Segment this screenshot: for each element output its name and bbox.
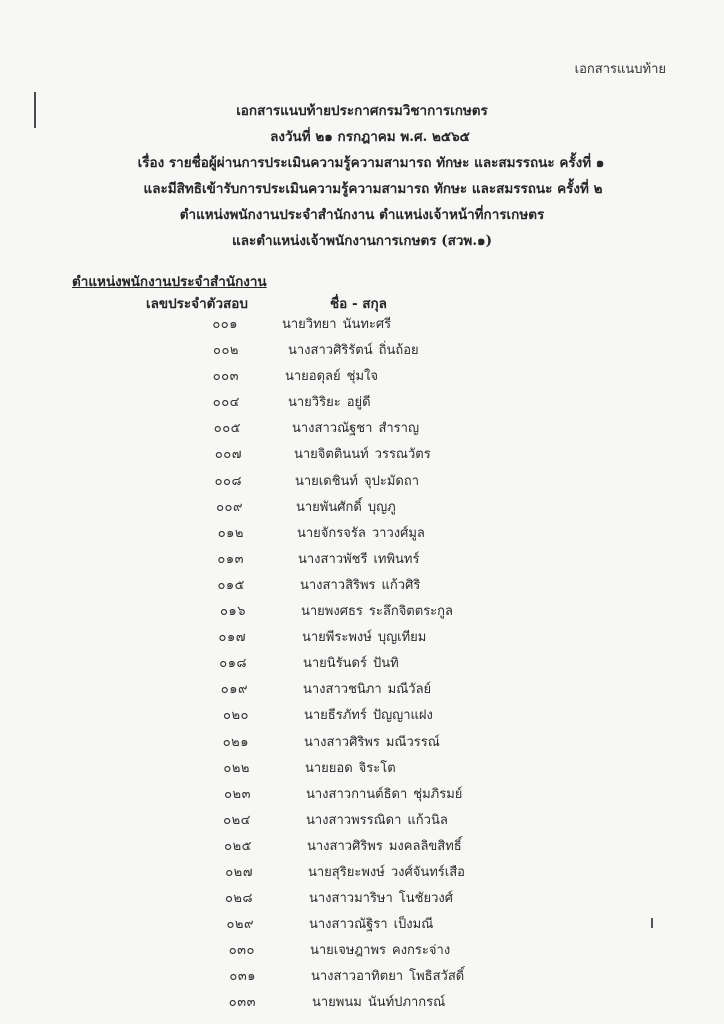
exam-id: ๐๐๓: [212, 369, 239, 385]
last-name: บุญภู: [367, 499, 396, 515]
table-row: [0, 392, 724, 418]
last-name: นันทะศรี: [342, 317, 392, 332]
exam-id: ๐๓๑: [229, 969, 256, 985]
table-row: [0, 444, 724, 470]
header-date: ลงวันที่ ๒๑ กรกฎาคม พ.ศ. ๒๕๖๕: [270, 129, 470, 145]
exam-id: ๐๒๗: [225, 864, 253, 880]
candidate-name: [296, 497, 396, 519]
first-name: นางสาวพรรณิดา: [306, 812, 402, 828]
table-row: [0, 523, 724, 549]
first-name: นายจักรจรัล: [297, 525, 366, 541]
last-name: แก้วศิริ: [381, 577, 421, 593]
last-name: เป็งมณี: [393, 917, 434, 933]
table-row: [0, 340, 724, 366]
table-row: [0, 314, 724, 340]
exam-id: ๐๐๑: [212, 317, 238, 332]
exam-id: ๐๒๑: [222, 734, 249, 750]
stray-pen-mark: [651, 918, 653, 928]
exam-id: ๐๑๙: [220, 682, 248, 698]
candidate-name: [308, 862, 465, 884]
first-name: นายนิรันดร์: [303, 656, 367, 672]
first-name: นายพงศธร: [301, 604, 363, 620]
first-name: นายยอด: [305, 760, 353, 776]
candidate-name: [303, 679, 431, 701]
attachment-label: เอกสารแนบท้าย: [574, 62, 666, 77]
candidate-name: [304, 732, 440, 754]
last-name: วาวงศ์มูล: [371, 525, 425, 541]
first-name: นายเจษฎาพร: [310, 943, 387, 959]
exam-id: ๐๐๒: [213, 343, 239, 359]
table-row: [0, 862, 724, 888]
table-row: [0, 732, 724, 758]
table-row: [0, 992, 724, 1018]
last-name: สำราญ: [378, 421, 420, 437]
candidate-name: [300, 575, 420, 597]
table-row: [0, 679, 724, 705]
candidate-name: [282, 314, 391, 336]
table-row: [0, 653, 724, 679]
last-name: โพธิสวัสดิ์: [409, 969, 465, 985]
exam-id: ๐๑๖: [220, 604, 246, 620]
exam-id: ๐๐๕: [213, 421, 241, 437]
first-name: นายสุริยะพงษ์: [308, 864, 385, 880]
table-row: [0, 888, 724, 914]
candidate-name: [295, 471, 419, 493]
exam-id: ๐๑๗: [218, 630, 246, 646]
candidate-name: [304, 705, 433, 727]
exam-id: ๐๐๔: [212, 395, 240, 411]
last-name: นันท์ปภากรณ์: [367, 995, 446, 1011]
first-name: นางสาวศิริรัตน์: [288, 343, 373, 359]
candidate-name: [309, 914, 433, 936]
last-name: มณีวรรณ์: [385, 734, 440, 750]
header-subject: เรื่อง รายชื่อผู้ผ่านการประเมินความรู้ความสามารถ ทักษะ และสมรรถนะ ครั้งที่ ๑: [137, 155, 605, 171]
first-name: นายจิตตินนท์: [294, 447, 369, 463]
exam-id: ๐๓๐: [228, 943, 255, 959]
candidate-name: [288, 340, 419, 362]
candidate-list: [0, 314, 724, 1019]
candidate-name: [285, 366, 378, 388]
last-name: คงกระจ่าง: [392, 943, 451, 959]
candidate-name: [309, 888, 453, 910]
table-row: [0, 366, 724, 392]
exam-id: ๐๓๓: [228, 995, 256, 1011]
exam-id: ๐๐๗: [214, 447, 242, 463]
candidate-name: [292, 418, 419, 440]
table-row: [0, 836, 724, 862]
last-name: จิระโต: [358, 760, 396, 776]
last-name: จุปะมัดถา: [363, 473, 420, 489]
exam-id: ๐๒๐: [223, 708, 249, 724]
last-name: ถิ่นถ้อย: [378, 343, 419, 359]
last-name: ชุ่มภิรมย์: [413, 786, 463, 802]
column-header-exam-id: เลขประจำตัวสอบ: [146, 296, 248, 312]
document-header: [0, 98, 724, 254]
last-name: ปัญญาแฝง: [372, 708, 433, 724]
first-name: นายธีรภัทร์: [304, 708, 367, 724]
first-name: นางสาวอาทิตยา: [311, 969, 404, 985]
last-name: ปันทิ: [372, 656, 399, 672]
first-name: นางสาวศิริพร: [307, 838, 383, 854]
exam-id: ๐๑๓: [217, 551, 244, 567]
first-name: นางสาวณัฐชา: [292, 421, 373, 437]
first-name: นางสาวสิริพร: [300, 577, 376, 593]
exam-id: ๐๑๘: [219, 656, 247, 672]
candidate-name: [301, 601, 453, 623]
exam-id: ๐๒๙: [226, 917, 254, 933]
table-row: [0, 627, 724, 653]
table-row: [0, 940, 724, 966]
header-title: เอกสารแนบท้ายประกาศกรมวิชาการเกษตร: [236, 103, 488, 119]
first-name: นายวิทยา: [282, 317, 337, 332]
first-name: นางสาวศิริพร: [304, 734, 380, 750]
exam-id: ๐๒๔: [223, 812, 251, 828]
first-name: นายพีระพงษ์: [302, 630, 372, 646]
table-row: [0, 758, 724, 784]
table-row: [0, 549, 724, 575]
table-row: [0, 966, 724, 992]
last-name: มงคลลิขสิทธิ์: [388, 838, 462, 854]
table-row: [0, 914, 724, 940]
last-name: บุญเทียม: [377, 630, 427, 646]
first-name: นางสาวชนิภา: [303, 682, 382, 698]
header-subject-cont: และมีสิทธิเข้ารับการประเมินความรู้ความสามารถ ทักษะ และสมรรถนะ ครั้งที่ ๒: [143, 181, 603, 197]
candidate-name: [306, 810, 448, 832]
exam-id: ๐๒๕: [224, 838, 252, 854]
last-name: ระลึกจิตตระกูล: [368, 604, 453, 620]
exam-id: ๐๐๘: [214, 473, 242, 489]
last-name: วงศ์จันทร์เสือ: [390, 864, 465, 880]
exam-id: ๐๑๕: [217, 577, 245, 593]
candidate-name: [306, 784, 462, 806]
header-positions: ตำแหน่งพนักงานประจำสำนักงาน ตำแหน่งเจ้าหน้าที่การเกษตร: [179, 207, 545, 223]
last-name: มณีวัลย์: [387, 682, 432, 698]
exam-id: ๐๑๒: [217, 525, 244, 541]
header-positions-cont: และตำแหน่งเจ้าพนักงานการเกษตร (สวพ.๑): [232, 233, 492, 249]
first-name: นางสาวกานต์ธิดา: [306, 786, 408, 802]
table-row: [0, 471, 724, 497]
candidate-name: [298, 549, 419, 571]
candidate-name: [311, 966, 464, 988]
table-row: [0, 575, 724, 601]
first-name: นายอดุลย์: [285, 369, 341, 385]
first-name: นางสาวณัฐิรา: [309, 917, 388, 933]
exam-id: ๐๒๒: [223, 760, 250, 776]
first-name: นางสาวมาริษา: [309, 891, 393, 907]
first-name: นายเดชินท์: [295, 473, 358, 489]
candidate-name: [305, 758, 396, 780]
exam-id: ๐๐๙: [216, 499, 243, 515]
last-name: วรรณวัตร: [374, 447, 431, 463]
candidate-name: [312, 992, 445, 1014]
exam-id: ๐๒๘: [224, 891, 253, 907]
candidate-name: [297, 523, 425, 545]
table-row: [0, 784, 724, 810]
candidate-name: [310, 940, 450, 962]
first-name: นายพันศักดิ์: [296, 499, 362, 515]
first-name: นายวิริยะ: [288, 395, 341, 411]
last-name: ชุ่มใจ: [346, 369, 378, 385]
last-name: อยู่ดี: [346, 395, 371, 411]
candidate-name: [307, 836, 462, 858]
candidate-name: [302, 627, 426, 649]
table-row: [0, 705, 724, 731]
last-name: เทพินทร์: [373, 551, 420, 567]
table-row: [0, 601, 724, 627]
table-row: [0, 418, 724, 444]
candidate-name: [288, 392, 371, 414]
section-title: ตำแหน่งพนักงานประจำสำนักงาน: [72, 274, 267, 290]
candidate-name: [294, 444, 431, 466]
exam-id: ๐๒๓: [224, 786, 251, 802]
last-name: โนชัยวงศ์: [398, 891, 454, 907]
table-row: [0, 810, 724, 836]
first-name: นางสาวพัชรี: [298, 551, 368, 567]
last-name: แก้วนิล: [407, 812, 448, 828]
candidate-name: [303, 653, 399, 675]
first-name: นายพนม: [312, 995, 362, 1011]
table-row: [0, 497, 724, 523]
column-header-name: ชื่อ - สกุล: [330, 296, 387, 312]
